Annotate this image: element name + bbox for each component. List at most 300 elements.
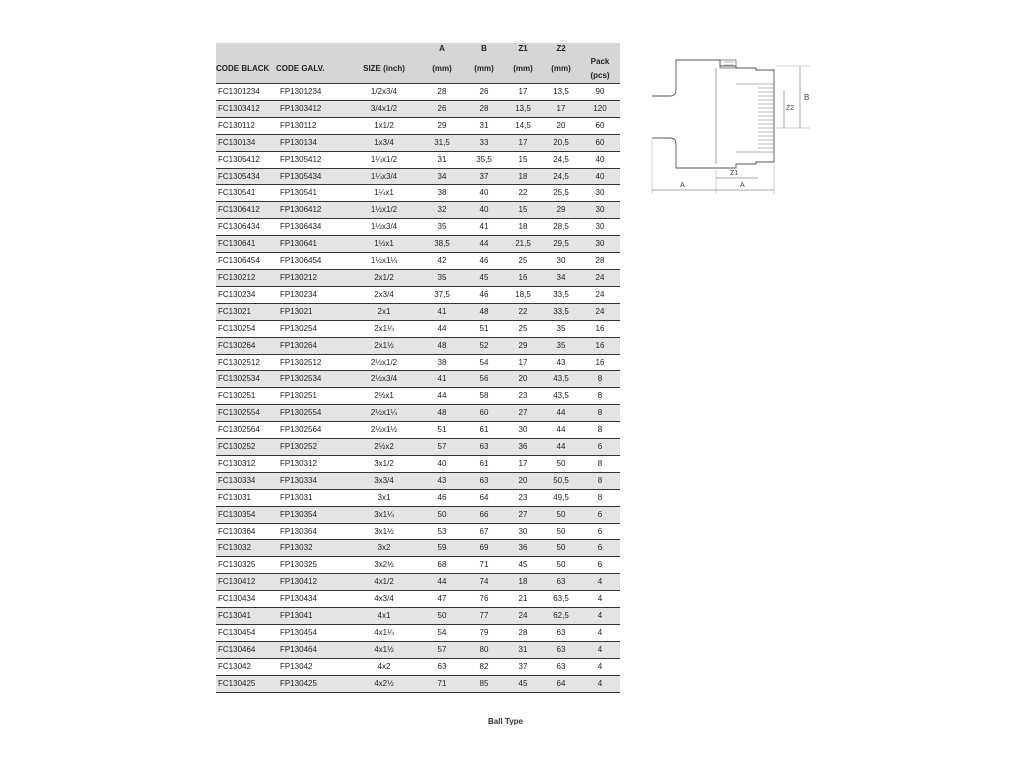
cell-code-black: FC1306434 (216, 219, 276, 236)
cell-z2-mm: 63,5 (542, 591, 580, 608)
cell-b-mm: 33 (464, 134, 504, 151)
cell-b-mm: 41 (464, 219, 504, 236)
cell-z2-mm: 43,5 (542, 371, 580, 388)
cell-pack-pcs: 6 (580, 557, 620, 574)
cell-code-galv: FP1306454 (276, 253, 348, 270)
cell-z1-mm: 27 (504, 506, 542, 523)
table-row (216, 100, 620, 117)
cell-code-galv: FP130251 (276, 388, 348, 405)
cell-code-galv: FP130264 (276, 337, 348, 354)
table-row (216, 625, 620, 642)
cell-z2-mm: 50 (542, 506, 580, 523)
cell-code-galv: FP13042 (276, 658, 348, 675)
cell-code-galv: FP130325 (276, 557, 348, 574)
cell-a-mm: 26 (420, 100, 464, 117)
cell-size: 2½x1/2 (348, 354, 420, 371)
cell-z1-mm: 20 (504, 472, 542, 489)
cell-pack-pcs: 6 (580, 523, 620, 540)
cell-z2-mm: 50 (542, 523, 580, 540)
cell-code-black: FC1302554 (216, 405, 276, 422)
table-row (216, 641, 620, 658)
cell-pack-pcs: 16 (580, 337, 620, 354)
cell-pack-pcs: 40 (580, 151, 620, 168)
cell-size: 3x2½ (348, 557, 420, 574)
cell-a-mm: 57 (420, 439, 464, 456)
cell-code-black: FC1305434 (216, 168, 276, 185)
cell-a-mm: 31 (420, 151, 464, 168)
cell-size: 2x1½ (348, 337, 420, 354)
cell-z1-mm: 13,5 (504, 100, 542, 117)
cell-code-black: FC1301234 (216, 84, 276, 101)
cell-z2-mm: 63 (542, 658, 580, 675)
cell-code-black: FC130454 (216, 625, 276, 642)
cell-z1-mm: 31 (504, 641, 542, 658)
cell-pack-pcs: 24 (580, 286, 620, 303)
cell-code-galv: FP130412 (276, 574, 348, 591)
cell-z1-mm: 16 (504, 269, 542, 286)
cell-pack-pcs: 8 (580, 472, 620, 489)
table-row (216, 489, 620, 506)
cell-pack-pcs: 6 (580, 506, 620, 523)
table-row (216, 506, 620, 523)
cell-b-mm: 82 (464, 658, 504, 675)
cell-b-mm: 67 (464, 523, 504, 540)
label-b: B (804, 93, 810, 102)
cell-size: 2x1 (348, 303, 420, 320)
cell-code-black: FC13041 (216, 608, 276, 625)
cell-code-black: FC1302512 (216, 354, 276, 371)
cell-b-mm: 61 (464, 422, 504, 439)
cell-code-galv: FP1306434 (276, 219, 348, 236)
cell-b-mm: 58 (464, 388, 504, 405)
table-row (216, 439, 620, 456)
cell-z1-mm: 18 (504, 168, 542, 185)
cell-a-mm: 31,5 (420, 134, 464, 151)
cell-b-mm: 71 (464, 557, 504, 574)
table-row (216, 455, 620, 472)
cell-z1-mm: 22 (504, 185, 542, 202)
cell-pack-pcs: 16 (580, 354, 620, 371)
cell-code-black: FC130212 (216, 269, 276, 286)
table-row (216, 168, 620, 185)
table-row (216, 253, 620, 270)
cell-b-mm: 48 (464, 303, 504, 320)
cell-b-mm: 51 (464, 320, 504, 337)
cell-a-mm: 41 (420, 371, 464, 388)
cell-code-black: FC130641 (216, 236, 276, 253)
cell-a-mm: 71 (420, 675, 464, 692)
cell-b-mm: 37 (464, 168, 504, 185)
cell-code-black: FC1302534 (216, 371, 276, 388)
table-row (216, 422, 620, 439)
cell-pack-pcs: 8 (580, 371, 620, 388)
cell-code-black: FC130412 (216, 574, 276, 591)
cell-a-mm: 32 (420, 202, 464, 219)
cell-z1-mm: 30 (504, 422, 542, 439)
header-b: B (464, 43, 504, 55)
cell-code-black: FC130364 (216, 523, 276, 540)
header-row-top (216, 43, 620, 55)
label-a-right: A (740, 182, 745, 189)
cell-b-mm: 69 (464, 540, 504, 557)
cell-size: 3x2 (348, 540, 420, 557)
cell-z2-mm: 62,5 (542, 608, 580, 625)
cell-code-black: FC13042 (216, 658, 276, 675)
cell-code-black: FC13031 (216, 489, 276, 506)
cell-pack-pcs: 30 (580, 202, 620, 219)
cell-size: 1½x3/4 (348, 219, 420, 236)
cell-pack-pcs: 28 (580, 253, 620, 270)
cell-a-mm: 42 (420, 253, 464, 270)
cell-code-black: FC130312 (216, 455, 276, 472)
cell-size: 4x1½ (348, 641, 420, 658)
cell-z2-mm: 33,5 (542, 303, 580, 320)
cell-code-black: FC130434 (216, 591, 276, 608)
cell-b-mm: 74 (464, 574, 504, 591)
header-z2-unit: (mm) (542, 55, 580, 84)
cell-size: 1¼x1/2 (348, 151, 420, 168)
cell-a-mm: 48 (420, 405, 464, 422)
label-a-left: A (680, 182, 685, 189)
table-row (216, 134, 620, 151)
cell-a-mm: 38,5 (420, 236, 464, 253)
cell-pack-pcs: 24 (580, 303, 620, 320)
cell-code-black: FC130134 (216, 134, 276, 151)
table-row (216, 337, 620, 354)
cell-z2-mm: 43 (542, 354, 580, 371)
header-row-bottom (216, 55, 620, 84)
cell-z2-mm: 29 (542, 202, 580, 219)
cell-size: 2½x2 (348, 439, 420, 456)
cell-b-mm: 28 (464, 100, 504, 117)
cell-pack-pcs: 24 (580, 269, 620, 286)
header-pack: Pack (pcs) (580, 55, 620, 84)
cell-b-mm: 40 (464, 202, 504, 219)
cell-size: 1¼x3/4 (348, 168, 420, 185)
cell-a-mm: 50 (420, 506, 464, 523)
cell-z1-mm: 18 (504, 219, 542, 236)
cell-a-mm: 44 (420, 388, 464, 405)
cell-code-galv: FP1306412 (276, 202, 348, 219)
cell-code-galv: FP130354 (276, 506, 348, 523)
cell-code-galv: FP1305412 (276, 151, 348, 168)
cell-z1-mm: 25 (504, 320, 542, 337)
table-row (216, 371, 620, 388)
cell-b-mm: 46 (464, 286, 504, 303)
cell-z1-mm: 22 (504, 303, 542, 320)
header-z2: Z2 (542, 43, 580, 55)
top-socket (720, 60, 736, 68)
cell-z2-mm: 49,5 (542, 489, 580, 506)
tee-fitting-diagram (640, 44, 820, 209)
cell-pack-pcs: 30 (580, 185, 620, 202)
cell-a-mm: 54 (420, 625, 464, 642)
cell-z2-mm: 63 (542, 574, 580, 591)
cell-z2-mm: 50 (542, 540, 580, 557)
cell-a-mm: 57 (420, 641, 464, 658)
cell-z1-mm: 18 (504, 574, 542, 591)
cell-b-mm: 76 (464, 591, 504, 608)
cell-z2-mm: 50 (542, 557, 580, 574)
cell-b-mm: 54 (464, 354, 504, 371)
table-row (216, 574, 620, 591)
cell-pack-pcs: 4 (580, 641, 620, 658)
cell-code-black: FC130252 (216, 439, 276, 456)
cell-pack-pcs: 60 (580, 134, 620, 151)
cell-pack-pcs: 4 (580, 675, 620, 692)
cell-z2-mm: 44 (542, 422, 580, 439)
cell-b-mm: 61 (464, 455, 504, 472)
cell-code-black: FC130254 (216, 320, 276, 337)
cell-code-galv: FP130312 (276, 455, 348, 472)
table-row (216, 219, 620, 236)
cell-b-mm: 52 (464, 337, 504, 354)
cell-z2-mm: 28,5 (542, 219, 580, 236)
tee-fitting-drawing (640, 44, 820, 204)
cell-code-galv: FP130541 (276, 185, 348, 202)
cell-pack-pcs: 60 (580, 117, 620, 134)
table-row (216, 286, 620, 303)
cell-size: 2x3/4 (348, 286, 420, 303)
cell-code-black: FC130325 (216, 557, 276, 574)
cell-a-mm: 50 (420, 608, 464, 625)
cell-z2-mm: 17 (542, 100, 580, 117)
cell-pack-pcs: 6 (580, 439, 620, 456)
cell-z1-mm: 37 (504, 658, 542, 675)
cell-code-galv: FP13021 (276, 303, 348, 320)
cell-b-mm: 64 (464, 489, 504, 506)
cell-z2-mm: 25,5 (542, 185, 580, 202)
table-row (216, 117, 620, 134)
cell-code-galv: FP1303412 (276, 100, 348, 117)
cell-size: 4x1/2 (348, 574, 420, 591)
cell-code-galv: FP130434 (276, 591, 348, 608)
cell-code-galv: FP130334 (276, 472, 348, 489)
cell-code-black: FC1305412 (216, 151, 276, 168)
header-code-galv: CODE GALV. (276, 55, 348, 84)
cell-pack-pcs: 4 (580, 574, 620, 591)
cell-z1-mm: 17 (504, 354, 542, 371)
header-a: A (420, 43, 464, 55)
cell-code-galv: FP13032 (276, 540, 348, 557)
cell-a-mm: 48 (420, 337, 464, 354)
cell-size: 2x1/2 (348, 269, 420, 286)
cell-b-mm: 63 (464, 472, 504, 489)
cell-size: 4x2 (348, 658, 420, 675)
cell-z2-mm: 63 (542, 641, 580, 658)
cell-b-mm: 77 (464, 608, 504, 625)
cell-code-black: FC130541 (216, 185, 276, 202)
cell-code-black: FC130425 (216, 675, 276, 692)
table-row (216, 540, 620, 557)
cell-a-mm: 53 (420, 523, 464, 540)
cell-size: 2½x3/4 (348, 371, 420, 388)
cell-a-mm: 38 (420, 185, 464, 202)
cell-a-mm: 29 (420, 117, 464, 134)
cell-pack-pcs: 8 (580, 405, 620, 422)
cell-z2-mm: 34 (542, 269, 580, 286)
cell-pack-pcs: 8 (580, 388, 620, 405)
header-code-black: CODE BLACK (216, 55, 276, 84)
cell-z1-mm: 29 (504, 337, 542, 354)
cell-z2-mm: 30 (542, 253, 580, 270)
cell-z1-mm: 21,5 (504, 236, 542, 253)
fittings-table (216, 43, 620, 693)
cell-pack-pcs: 4 (580, 608, 620, 625)
cell-code-galv: FP130112 (276, 117, 348, 134)
cell-code-galv: FP1302554 (276, 405, 348, 422)
cell-code-black: FC130334 (216, 472, 276, 489)
cell-z1-mm: 17 (504, 455, 542, 472)
cell-a-mm: 28 (420, 84, 464, 101)
cell-z1-mm: 36 (504, 439, 542, 456)
cell-a-mm: 68 (420, 557, 464, 574)
cell-z2-mm: 13,5 (542, 84, 580, 101)
table-row (216, 557, 620, 574)
cell-a-mm: 51 (420, 422, 464, 439)
cell-size: 4x3/4 (348, 591, 420, 608)
cell-b-mm: 44 (464, 236, 504, 253)
cell-b-mm: 46 (464, 253, 504, 270)
cell-code-black: FC1306412 (216, 202, 276, 219)
cell-code-black: FC130251 (216, 388, 276, 405)
table-row (216, 405, 620, 422)
cell-z1-mm: 30 (504, 523, 542, 540)
cell-z1-mm: 20 (504, 371, 542, 388)
cell-z1-mm: 36 (504, 540, 542, 557)
cell-size: 2½x1¼ (348, 405, 420, 422)
cell-code-galv: FP130454 (276, 625, 348, 642)
header-size: SIZE (inch) (348, 55, 420, 84)
cell-code-galv: FP130212 (276, 269, 348, 286)
cell-size: 1x3/4 (348, 134, 420, 151)
cell-b-mm: 56 (464, 371, 504, 388)
cell-size: 3/4x1/2 (348, 100, 420, 117)
cell-a-mm: 46 (420, 489, 464, 506)
cell-pack-pcs: 8 (580, 455, 620, 472)
cell-b-mm: 63 (464, 439, 504, 456)
cell-pack-pcs: 90 (580, 84, 620, 101)
table-row (216, 523, 620, 540)
cell-z1-mm: 17 (504, 84, 542, 101)
cell-size: 3x1½ (348, 523, 420, 540)
cell-z2-mm: 29,5 (542, 236, 580, 253)
cell-code-black: FC130464 (216, 641, 276, 658)
table-row (216, 151, 620, 168)
fittings-table-container (216, 43, 620, 693)
cell-z2-mm: 35 (542, 337, 580, 354)
cell-size: 4x1 (348, 608, 420, 625)
cell-code-galv: FP130641 (276, 236, 348, 253)
cell-code-black: FC13021 (216, 303, 276, 320)
cell-size: 1½x1/2 (348, 202, 420, 219)
cell-z2-mm: 33,5 (542, 286, 580, 303)
cell-z1-mm: 14,5 (504, 117, 542, 134)
cell-z1-mm: 18,5 (504, 286, 542, 303)
cell-size: 3x1¼ (348, 506, 420, 523)
cell-z2-mm: 63 (542, 625, 580, 642)
header-z1-unit: (mm) (504, 55, 542, 84)
cell-b-mm: 35,5 (464, 151, 504, 168)
cell-code-galv: FP130364 (276, 523, 348, 540)
table-row (216, 202, 620, 219)
cell-z1-mm: 27 (504, 405, 542, 422)
cell-a-mm: 47 (420, 591, 464, 608)
cell-pack-pcs: 120 (580, 100, 620, 117)
footer-fragment-text: Ball Type (488, 717, 523, 725)
cell-code-galv: FP1305434 (276, 168, 348, 185)
table-row (216, 675, 620, 692)
cell-z1-mm: 45 (504, 557, 542, 574)
cell-pack-pcs: 30 (580, 219, 620, 236)
cell-z1-mm: 23 (504, 388, 542, 405)
cell-pack-pcs: 30 (580, 236, 620, 253)
cell-z2-mm: 64 (542, 675, 580, 692)
label-z1: Z1 (730, 170, 739, 177)
table-row (216, 388, 620, 405)
cell-size: 4x1¼ (348, 625, 420, 642)
cell-z2-mm: 44 (542, 405, 580, 422)
cell-b-mm: 79 (464, 625, 504, 642)
cell-size: 4x2½ (348, 675, 420, 692)
cell-code-black: FC13032 (216, 540, 276, 557)
cell-size: 1½x1 (348, 236, 420, 253)
cell-pack-pcs: 4 (580, 625, 620, 642)
cell-pack-pcs: 4 (580, 658, 620, 675)
cell-a-mm: 38 (420, 354, 464, 371)
cell-z2-mm: 24,5 (542, 151, 580, 168)
cell-code-galv: FP130254 (276, 320, 348, 337)
cell-code-black: FC130112 (216, 117, 276, 134)
cell-a-mm: 40 (420, 455, 464, 472)
cell-b-mm: 40 (464, 185, 504, 202)
table-row (216, 185, 620, 202)
cell-pack-pcs: 8 (580, 422, 620, 439)
table-row (216, 591, 620, 608)
cell-b-mm: 45 (464, 269, 504, 286)
cell-z1-mm: 21 (504, 591, 542, 608)
cell-z1-mm: 23 (504, 489, 542, 506)
cell-size: 2½x1½ (348, 422, 420, 439)
cell-code-black: FC130354 (216, 506, 276, 523)
cell-code-galv: FP130464 (276, 641, 348, 658)
cell-z1-mm: 15 (504, 202, 542, 219)
cell-z2-mm: 35 (542, 320, 580, 337)
cell-z1-mm: 28 (504, 625, 542, 642)
table-body (216, 84, 620, 693)
cell-size: 2½x1 (348, 388, 420, 405)
cell-b-mm: 66 (464, 506, 504, 523)
cell-code-black: FC1302564 (216, 422, 276, 439)
cell-size: 3x3/4 (348, 472, 420, 489)
cell-code-galv: FP130234 (276, 286, 348, 303)
cell-code-black: FC1306454 (216, 253, 276, 270)
header-b-unit: (mm) (464, 55, 504, 84)
cell-a-mm: 41 (420, 303, 464, 320)
cell-size: 1¼x1 (348, 185, 420, 202)
cell-size: 3x1 (348, 489, 420, 506)
cell-pack-pcs: 4 (580, 591, 620, 608)
cell-pack-pcs: 40 (580, 168, 620, 185)
cell-code-black: FC130264 (216, 337, 276, 354)
cell-code-galv: FP1302512 (276, 354, 348, 371)
table-row (216, 354, 620, 371)
cell-z1-mm: 45 (504, 675, 542, 692)
cell-a-mm: 59 (420, 540, 464, 557)
cell-pack-pcs: 8 (580, 489, 620, 506)
cell-z2-mm: 44 (542, 439, 580, 456)
cell-size: 3x1/2 (348, 455, 420, 472)
